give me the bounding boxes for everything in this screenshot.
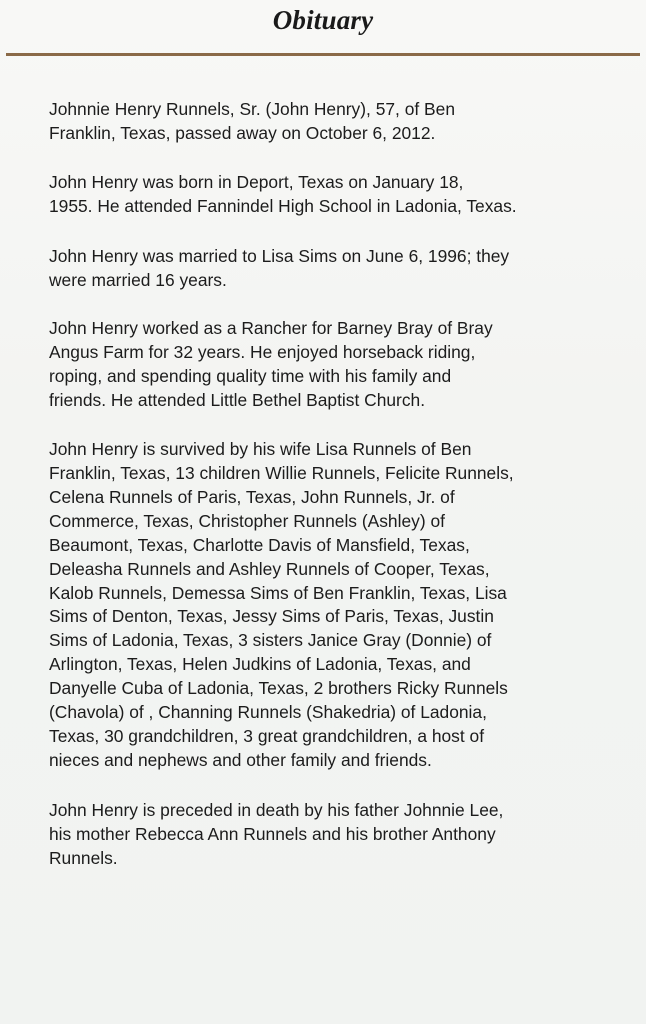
paragraph-preceded: John Henry is preceded in death by his father Johnnie Lee, his mother Rebecca Ann Runnels and his brother Anthony Runnels. [49,799,504,868]
paragraph-marriage: John Henry was married to Lisa Sims on June 6, 1996; they were married 16 years. [49,245,510,290]
paragraph-intro: Johnnie Henry Runnels, Sr. (John Henry), 57, of Ben Franklin, Texas, passed away on October 6, 2012. [49,99,455,143]
obituary-body [49,98,639,895]
page-title: Obituary [272,5,374,35]
paragraph-survivors: John Henry is survived by his wife Lisa Runnels of Ben Franklin, Texas, 13 children Willie Runnels, Felicite Runnels, Celena Runnels of Paris, Texas, John Runnels, Jr. of Commerce, Texas, Christopher Runnels (Ashley) of Beaumont, Texas, Charlotte Davis of Mansfield, Texas, Deleasha Runnels and Ashley Runnels of Cooper, Texas, Kalob Runnels, Demessa Sims of Ben Franklin, Texas, Lisa Sims of Denton, Texas, Jessy Sims of Paris, Texas, Justin Sims of Ladonia, Texas, 3 sisters Janice Gray (Donnie) of Arlington, Texas, Helen Judkins of Ladonia, Texas, and Danyelle Cuba of Ladonia, Texas, 2 brothers Ricky Runnels (Chavola) of , Channing Runnels (Shakedria) of Ladonia, Texas, 30 grandchildren, 3 great grandchildren, a host of nieces and nephews and other family and friends. [49,439,514,770]
paragraph-work: John Henry worked as a Rancher for Barney Bray of Bray Angus Farm for 32 years. He enjoyed horseback riding, roping, and spending quality time with his family and friends. He attended Little Bethel Baptist Church. [49,318,493,411]
paragraph-birth: John Henry was born in Deport, Texas on January 18, 1955. He attended Fannindel High School in Ladonia, Texas. [49,171,517,216]
title-divider [6,53,640,56]
